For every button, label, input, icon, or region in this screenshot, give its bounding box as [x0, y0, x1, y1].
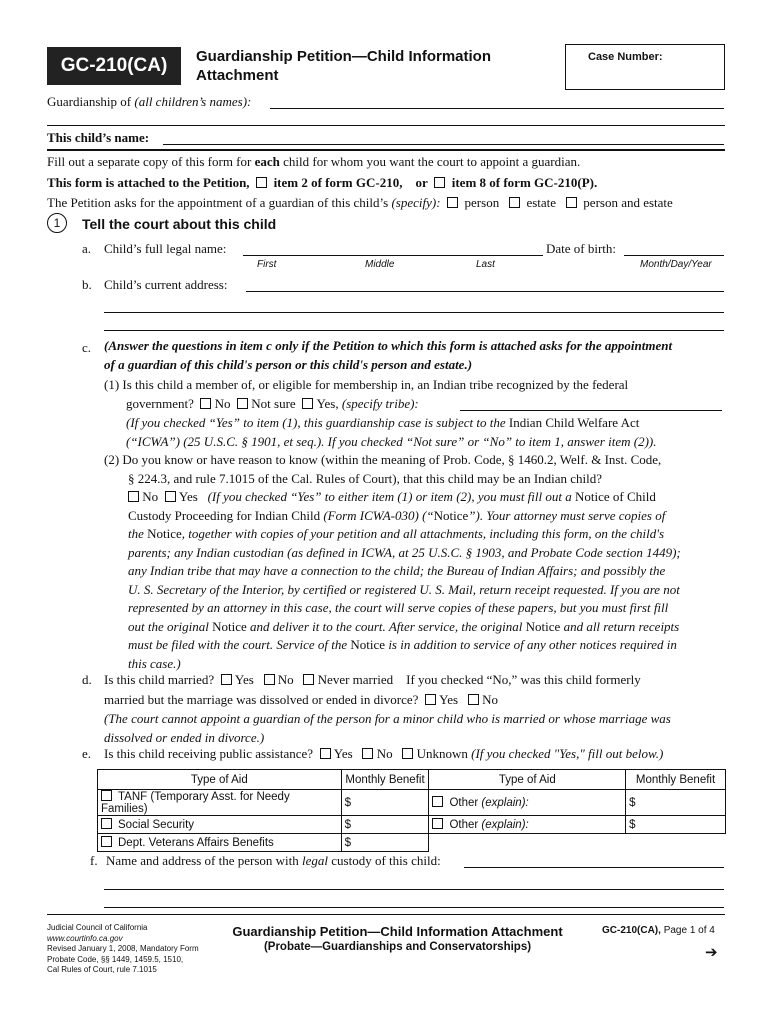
item-c1-note: (If you checked “Yes” to item (1), this guardianship case is subject to the Indian Child Welfare Act (“ICWA”) (25 U.S.C. § 1901, et seq.). If you checked “Not sure” or “No” to item 1, answer item (2)). [126, 415, 657, 449]
other-1-checkbox[interactable] [432, 796, 443, 807]
c1-yes-checkbox[interactable] [302, 398, 313, 409]
tribe-field[interactable] [460, 410, 722, 411]
guardianship-of-field[interactable] [270, 108, 724, 109]
form-title [196, 47, 491, 85]
c2-no-checkbox[interactable] [128, 491, 139, 502]
c1-notsure-checkbox[interactable] [237, 398, 248, 409]
this-child-name-field[interactable] [163, 144, 724, 145]
social-security-checkbox[interactable] [101, 818, 112, 829]
item-e-letter: e. [82, 746, 92, 761]
public-assistance-table [97, 769, 726, 852]
item2-checkbox[interactable] [256, 177, 267, 188]
e-no-checkbox[interactable] [362, 748, 373, 759]
form-id: GC-210(CA) [60, 55, 168, 76]
form-title-line1: Guardianship Petition—Child Information [196, 48, 491, 65]
table-header: Monthly Benefit [341, 770, 429, 790]
header-divider [47, 149, 725, 151]
table-row: TANF (Temporary Asst. for Needy Families) $ Other (explain): $ [98, 790, 726, 816]
other-2-benefit-field[interactable]: $ [626, 816, 726, 834]
footer-left: Judicial Council of California www.courtinfo.ca.gov Revised January 1, 2008, Mandatory Form Probate Code, §§ 1449, 1459.5, 1510, Cal Rules of Court, rule 7.1015 [47, 923, 199, 974]
address-label: Child’s current address: [104, 277, 228, 292]
middle-name-hint: Middle [365, 259, 395, 270]
item-c2-body: No Yes (If you checked “Yes” to either item (1) or item (2), you must fill out a Notice of Child Custody Proceeding for Indian Child (Form ICWA-030) (“Notice”). Your attorney must serve copies of the Notice, together with copies of your petition and all attachments, including this form, on the child's parents; any Indian custodian (as defined in ICWA, at 25 U.S.C. § 1903, and Probate Code section 1449); any Indian tribe that may have a connection to the child; the Bureau of Indian Affairs; and possibly the U. S. Secretary of the Interior, by certified or registered U. S. Mail, return receipt requested. If you are not represented by an attorney in this case, the court will serve copies of these papers, but you must first fill out the original Notice and deliver it to the court. After service, the original Notice and all return receipts must be filed with the court. Service of the Notice is in addition to service of any other notices required in this case.) [128, 489, 681, 671]
legal-custodian-field-3[interactable] [104, 907, 724, 908]
section-title: Tell the court about this child [82, 216, 277, 232]
legal-custodian-field[interactable] [464, 867, 724, 868]
other-1-benefit-field[interactable]: $ [626, 790, 726, 816]
veterans-benefit-field[interactable]: $ [341, 834, 429, 852]
item-a-letter: a. [82, 241, 92, 256]
social-security-benefit-field[interactable]: $ [341, 816, 429, 834]
item-f-label: Name and address of the person with legal custody of this child: [106, 853, 441, 868]
next-page-arrow-icon[interactable]: ➔ [705, 944, 718, 961]
item-f-letter: f. [90, 853, 98, 868]
address-field[interactable] [246, 291, 724, 292]
estate-checkbox[interactable] [509, 197, 520, 208]
item-d-note: (The court cannot appoint a guardian of the person for a minor child who is married or whose marriage was dissolved or ended in divorce.) [104, 711, 671, 745]
c1-no-checkbox[interactable] [200, 398, 211, 409]
item-d-question: Is this child married? Yes No Never married If you checked “No,” was this child formerly [104, 672, 641, 687]
d-never-married-checkbox[interactable] [303, 674, 314, 685]
item-c2-question: (2) Do you know or have reason to know (within the meaning of Prob. Code, § 1460.2, Welf. & Inst. Code, § 224.3, and rule 7.1015 of the Cal. Rules of Court), that this child may be an Indian child? [104, 452, 662, 486]
person-and-estate-checkbox[interactable] [566, 197, 577, 208]
d2-yes-checkbox[interactable] [425, 694, 436, 705]
item-d-divorce: married but the marriage was dissolved or ended in divorce? Yes No [104, 692, 498, 707]
table-header: Type of Aid [429, 770, 626, 790]
item-e-question: Is this child receiving public assistance? Yes No Unknown (If you checked "Yes," fill out below.) [104, 746, 664, 761]
table-row: Dept. Veterans Affairs Benefits $ [98, 834, 726, 852]
e-yes-checkbox[interactable] [320, 748, 331, 759]
form-title-line2: Attachment [196, 67, 279, 84]
instruction-line: Fill out a separate copy of this form for each child for whom you want the court to appoint a guardian. [47, 154, 581, 169]
first-name-hint: First [257, 259, 277, 270]
c2-yes-checkbox[interactable] [165, 491, 176, 502]
table-header: Monthly Benefit [626, 770, 726, 790]
item-d-letter: d. [82, 672, 92, 687]
legal-name-field[interactable] [243, 255, 543, 256]
d2-no-checkbox[interactable] [468, 694, 479, 705]
veterans-checkbox[interactable] [101, 836, 112, 847]
guardianship-of-label: Guardianship of (all children’s names): [47, 94, 252, 109]
guardianship-of-field-2[interactable] [47, 125, 725, 126]
last-name-hint: Last [476, 259, 495, 270]
item-b-letter: b. [82, 277, 92, 292]
case-number-box[interactable] [565, 44, 725, 90]
attached-line: This form is attached to the Petition, item 2 of form GC-210, or item 8 of form GC-210(P). [47, 175, 598, 190]
e-unknown-checkbox[interactable] [402, 748, 413, 759]
case-number-label: Case Number: [588, 51, 663, 63]
dob-field[interactable] [624, 255, 724, 256]
item-c-intro: (Answer the questions in item c only if the Petition to which this form is attached asks for the appointment of a guardian of this child's person or this child's person and estate.) [104, 338, 673, 372]
asks-line: The Petition asks for the appointment of a guardian of this child’s (specify): person estate person and estate [47, 195, 673, 210]
footer-title: Guardianship Petition—Child Information Attachment (Probate—Guardianships and Conservatorships) [232, 924, 563, 953]
dob-hint: Month/Day/Year [640, 259, 712, 270]
d-no-checkbox[interactable] [264, 674, 275, 685]
section-number-circle: 1 [47, 213, 67, 233]
item-c1-question: (1) Is this child a member of, or eligible for membership in, an Indian tribe recognized by the federal [104, 377, 629, 392]
item-c-letter: c. [82, 340, 92, 355]
item-c1-options: government? No Not sure Yes, (specify tribe): [126, 396, 419, 411]
form-id-badge [47, 47, 181, 85]
footer-divider [47, 914, 725, 915]
tanf-benefit-field[interactable]: $ [341, 790, 429, 816]
other-2-checkbox[interactable] [432, 818, 443, 829]
address-field-2[interactable] [104, 312, 724, 313]
item8-checkbox[interactable] [434, 177, 445, 188]
address-field-3[interactable] [104, 330, 724, 331]
d-yes-checkbox[interactable] [221, 674, 232, 685]
table-row: Social Security $ Other (explain): $ [98, 816, 726, 834]
footer-page: GC-210(CA), Page 1 of 4 [602, 925, 715, 936]
this-child-name-label: This child’s name: [47, 130, 150, 145]
person-checkbox[interactable] [447, 197, 458, 208]
dob-label: Date of birth: [546, 241, 617, 256]
legal-name-label: Child’s full legal name: [104, 241, 227, 256]
table-header: Type of Aid [98, 770, 342, 790]
tanf-checkbox[interactable] [101, 790, 112, 801]
legal-custodian-field-2[interactable] [104, 889, 724, 890]
